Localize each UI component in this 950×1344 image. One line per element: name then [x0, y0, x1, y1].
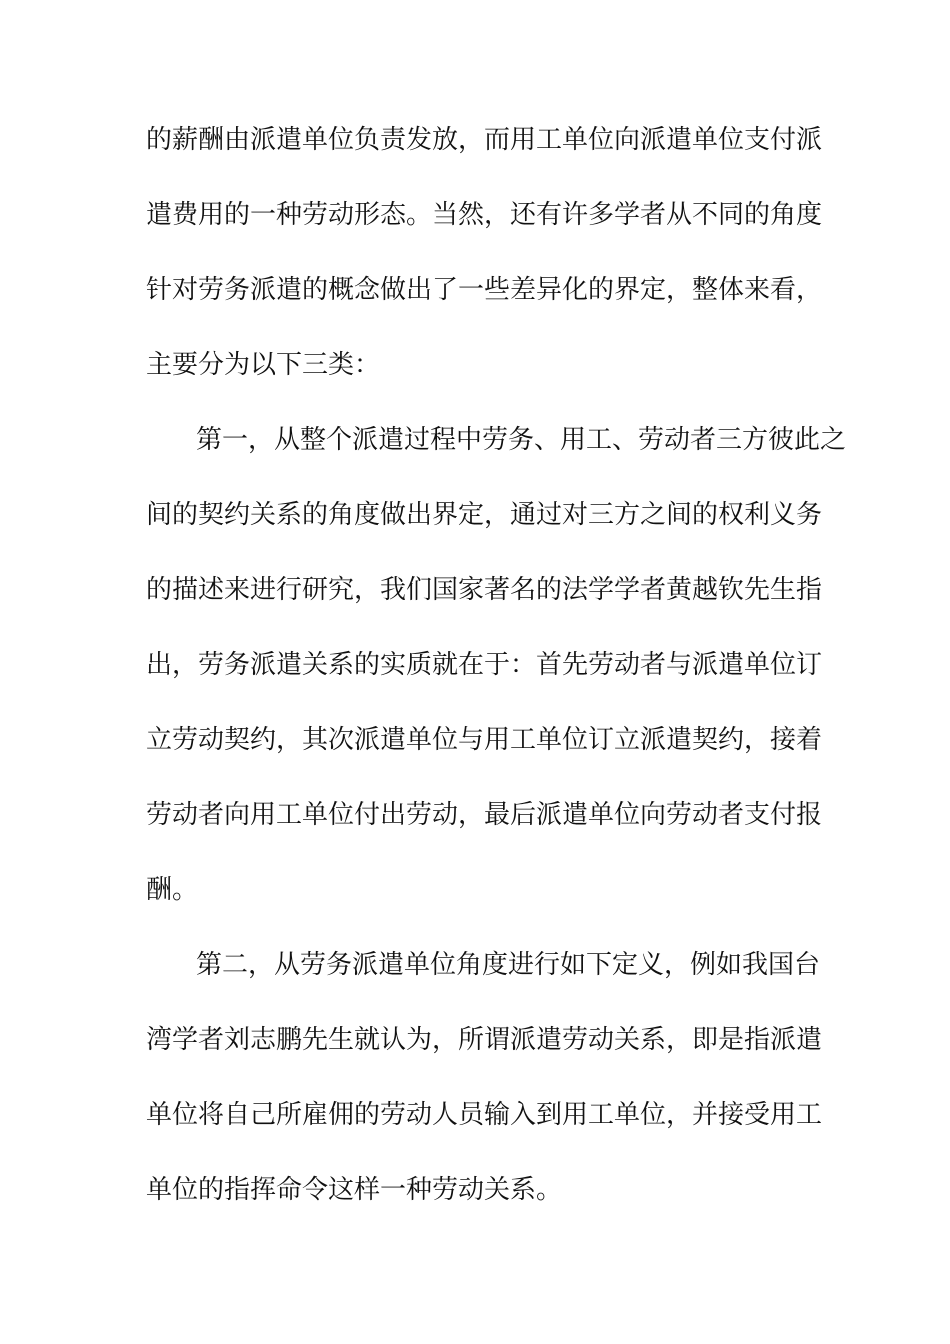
paragraph-first-line: 第二，从劳务派遣单位角度进行如下定义，例如我国台 [196, 950, 821, 980]
paragraph-first-line: 第一，从整个派遣过程中劳务、用工、劳动者三方彼此之 [196, 425, 847, 455]
text-line: 出，劳务派遣关系的实质就在于：首先劳动者与派遣单位订 [146, 650, 823, 680]
text-line: 立劳动契约，其次派遣单位与用工单位订立派遣契约，接着 [146, 725, 823, 755]
text-line: 的描述来进行研究，我们国家著名的法学学者黄越钦先生指 [146, 575, 823, 605]
text-line: 针对劳务派遣的概念做出了一些差异化的界定，整体来看， [146, 275, 823, 305]
text-line: 间的契约关系的角度做出界定，通过对三方之间的权利义务 [146, 500, 823, 530]
text-line: 主要分为以下三类： [146, 350, 381, 380]
text-line: 单位的指挥命令这样一种劳动关系。 [146, 1175, 563, 1205]
text-line: 单位将自己所雇佣的劳动人员输入到用工单位，并接受用工 [146, 1100, 823, 1130]
text-line: 劳动者向用工单位付出劳动，最后派遣单位向劳动者支付报 [146, 800, 823, 830]
text-line: 遣费用的一种劳动形态。当然，还有许多学者从不同的角度 [146, 200, 823, 230]
text-line: 湾学者刘志鹏先生就认为，所谓派遣劳动关系，即是指派遣 [146, 1025, 823, 1055]
text-line: 酬。 [146, 875, 199, 905]
text-line: 的薪酬由派遣单位负责发放，而用工单位向派遣单位支付派 [146, 125, 823, 155]
